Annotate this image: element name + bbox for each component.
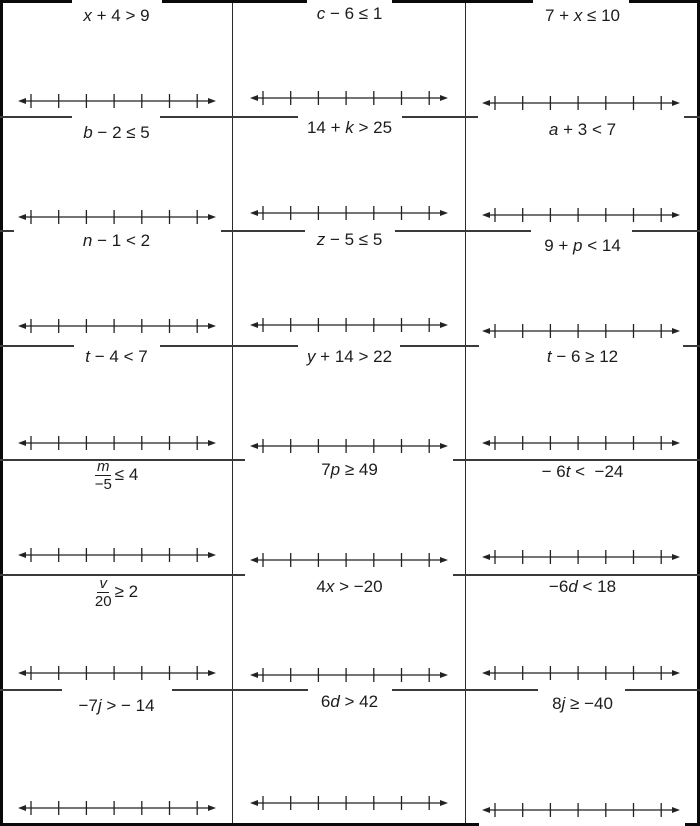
text: − 6 bbox=[541, 462, 566, 481]
variable: z bbox=[316, 230, 326, 249]
inequality-11 bbox=[233, 347, 466, 367]
row-divider bbox=[625, 689, 700, 691]
row-divider bbox=[0, 116, 72, 118]
number-line bbox=[250, 438, 448, 454]
text: − 6 ≤ 1 bbox=[325, 4, 383, 23]
variable: n bbox=[82, 231, 93, 250]
row-divider bbox=[392, 689, 538, 691]
number-line bbox=[18, 665, 216, 681]
variable: c bbox=[316, 4, 326, 23]
inequality-20 bbox=[233, 692, 466, 712]
text: ≤ 10 bbox=[582, 6, 621, 25]
number-line bbox=[250, 205, 448, 221]
text: − 4 < 7 bbox=[90, 347, 148, 366]
variable: j bbox=[97, 696, 102, 715]
variable: k bbox=[345, 118, 354, 137]
variable: x bbox=[573, 6, 583, 25]
row-divider bbox=[453, 459, 700, 461]
variable: x bbox=[83, 6, 92, 25]
row-divider bbox=[632, 230, 700, 232]
inequality-4 bbox=[0, 123, 233, 143]
variable: j bbox=[561, 694, 566, 713]
number-line bbox=[482, 323, 680, 339]
variable: p bbox=[573, 236, 583, 255]
inequality-19 bbox=[0, 696, 233, 716]
top-border bbox=[392, 0, 533, 3]
text: 8 bbox=[552, 694, 562, 713]
denominator: −5 bbox=[94, 475, 112, 493]
inequality-12 bbox=[466, 347, 699, 367]
text: > 42 bbox=[339, 692, 379, 711]
inequality-21 bbox=[466, 694, 699, 714]
variable: a bbox=[548, 120, 559, 139]
number-line bbox=[250, 90, 448, 106]
inequality-6 bbox=[466, 120, 699, 140]
fraction bbox=[95, 576, 112, 609]
text: − 5 ≤ 5 bbox=[325, 230, 383, 249]
numerator: m bbox=[96, 457, 110, 475]
text: < −24 bbox=[570, 462, 624, 481]
number-line bbox=[18, 209, 216, 225]
text: 9 + bbox=[544, 236, 574, 255]
number-line bbox=[250, 317, 448, 333]
text: 7 + bbox=[544, 6, 574, 25]
number-line bbox=[482, 802, 680, 818]
top-border bbox=[0, 0, 72, 3]
inequality-16 bbox=[0, 576, 233, 608]
number-line bbox=[18, 318, 216, 334]
text: 4 bbox=[316, 577, 326, 596]
number-line bbox=[482, 435, 680, 451]
number-line bbox=[18, 800, 216, 816]
variable: t bbox=[546, 347, 552, 366]
text: > − 14 bbox=[101, 696, 155, 715]
text: ≥ 2 bbox=[114, 582, 139, 601]
text: 7 bbox=[321, 460, 331, 479]
inequality-9 bbox=[466, 236, 699, 256]
variable: y bbox=[306, 347, 316, 366]
number-line bbox=[482, 549, 680, 565]
text: > −20 bbox=[334, 577, 383, 596]
text: + 4 > 9 bbox=[91, 6, 150, 25]
text: −6 bbox=[548, 577, 569, 596]
top-border bbox=[162, 0, 307, 3]
number-line bbox=[18, 93, 216, 109]
variable: t bbox=[565, 462, 571, 481]
text: − 1 < 2 bbox=[92, 231, 151, 250]
number-line bbox=[482, 665, 680, 681]
inequality-18 bbox=[466, 577, 699, 597]
text: ≤ 4 bbox=[114, 465, 139, 484]
number-line bbox=[250, 552, 448, 568]
text: > 25 bbox=[353, 118, 393, 137]
text: + 3 < 7 bbox=[558, 120, 617, 139]
variable: b bbox=[83, 123, 93, 142]
fraction bbox=[95, 459, 112, 492]
number-line bbox=[250, 667, 448, 683]
row-divider bbox=[0, 689, 62, 691]
row-divider bbox=[684, 116, 700, 118]
denominator: 20 bbox=[94, 592, 112, 610]
inequality-13 bbox=[0, 459, 233, 491]
inequality-15 bbox=[466, 462, 699, 482]
variable: x bbox=[325, 577, 335, 596]
number-line bbox=[18, 547, 216, 563]
text: 14 + bbox=[306, 118, 346, 137]
inequality-2 bbox=[233, 4, 466, 24]
inequality-5 bbox=[233, 118, 466, 138]
text: + 14 > 22 bbox=[315, 347, 393, 366]
text: < 18 bbox=[577, 577, 617, 596]
text: ≥ 49 bbox=[340, 460, 378, 479]
inequality-3 bbox=[466, 6, 699, 26]
top-border bbox=[629, 0, 700, 3]
variable: t bbox=[85, 347, 91, 366]
variable: p bbox=[330, 460, 341, 479]
number-line bbox=[250, 795, 448, 811]
variable: d bbox=[568, 577, 578, 596]
variable: d bbox=[330, 692, 340, 711]
inequality-14 bbox=[233, 460, 466, 480]
inequality-10 bbox=[0, 347, 233, 367]
number-line bbox=[482, 207, 680, 223]
text: ≥ −40 bbox=[565, 694, 613, 713]
inequality-7 bbox=[0, 231, 233, 251]
inequality-1 bbox=[0, 6, 233, 26]
text: −7 bbox=[78, 696, 98, 715]
number-line bbox=[482, 95, 680, 111]
inequality-8 bbox=[233, 230, 466, 250]
numerator: v bbox=[99, 574, 107, 592]
inequality-17 bbox=[233, 577, 466, 597]
text: < 14 bbox=[582, 236, 621, 255]
number-line bbox=[18, 435, 216, 451]
row-divider bbox=[453, 574, 700, 576]
text: − 6 ≥ 12 bbox=[551, 347, 619, 366]
text: − 2 ≤ 5 bbox=[92, 123, 150, 142]
row-divider bbox=[172, 689, 308, 691]
text: 6 bbox=[320, 692, 331, 711]
